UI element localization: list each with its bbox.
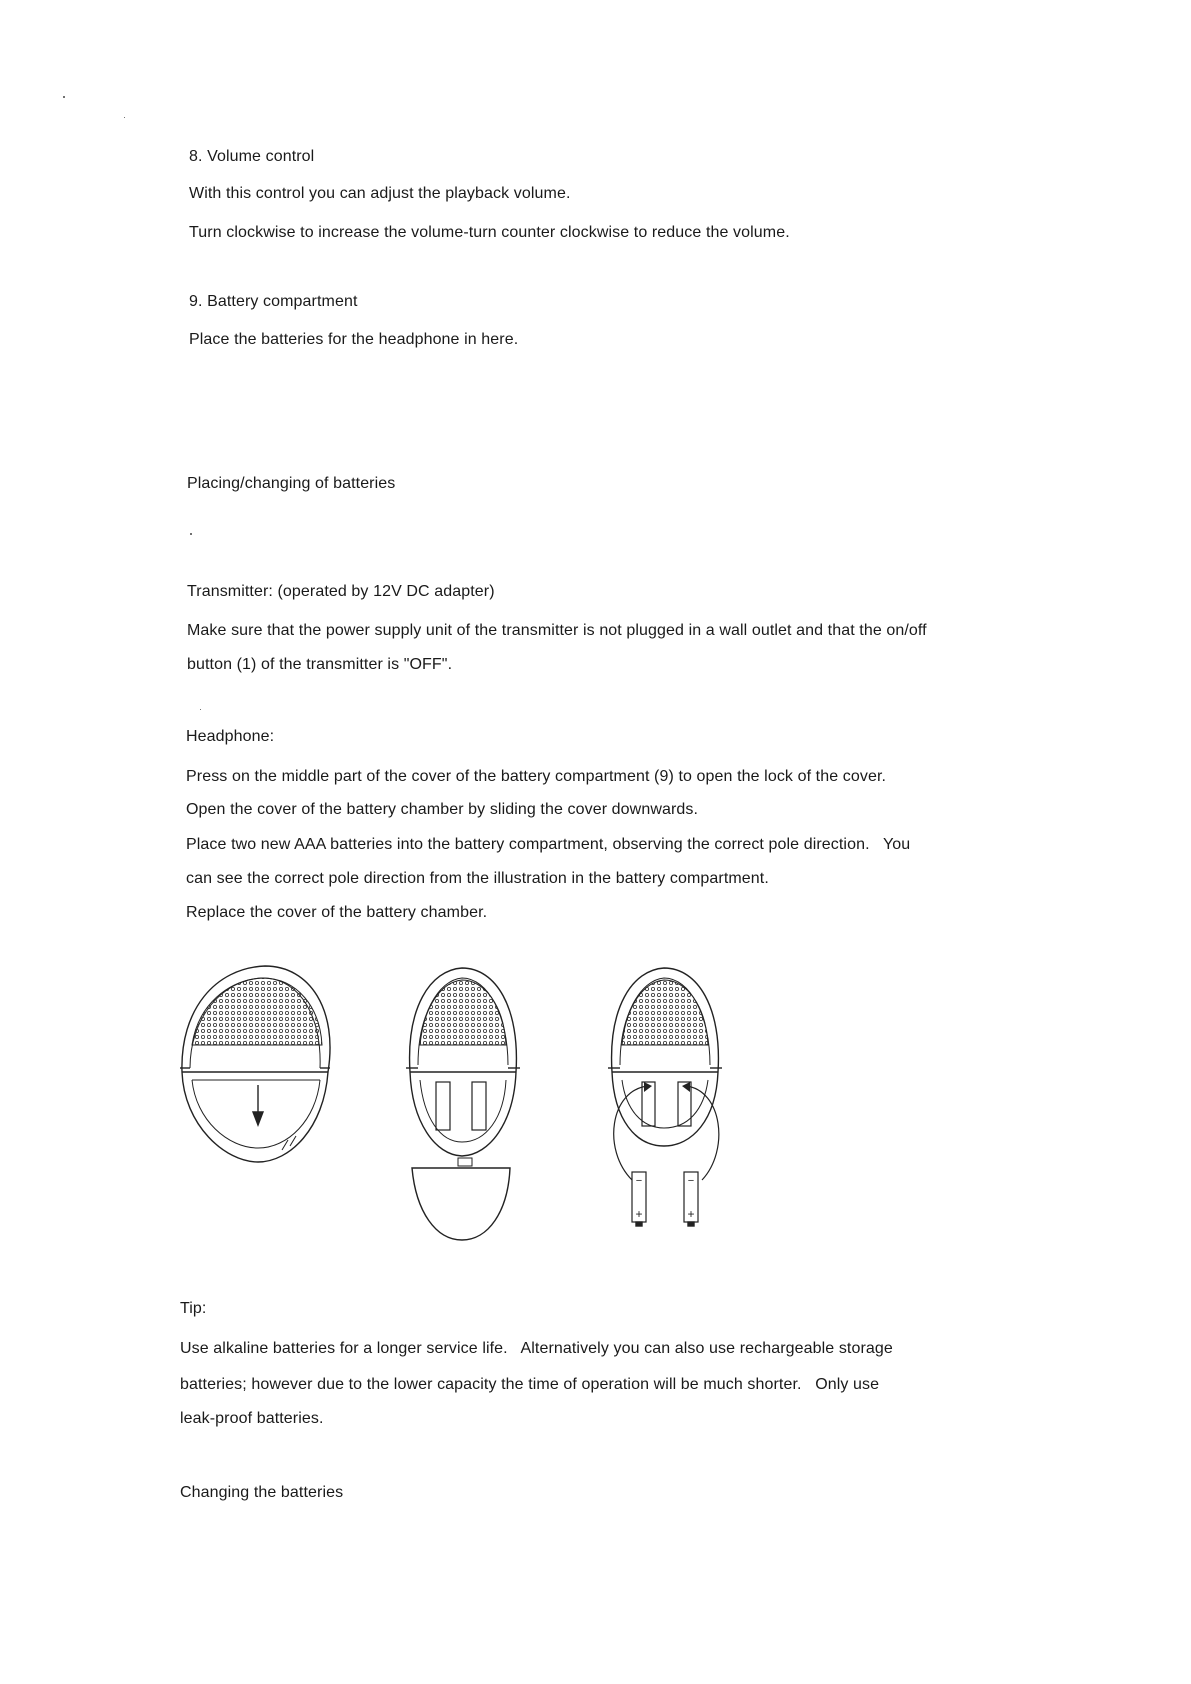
scan-speck — [124, 117, 125, 118]
changing-heading: Changing the batteries — [180, 1484, 344, 1501]
transmitter-heading: Transmitter: (operated by 12V DC adapter) — [187, 583, 495, 600]
headphone-battery-insert-figure — [608, 968, 722, 1226]
battery-minus-label-right: − — [687, 1175, 695, 1187]
scan-speck — [63, 96, 65, 98]
transmitter-text-2: button (1) of the transmitter is "OFF". — [187, 656, 453, 673]
battery-installation-illustration — [170, 950, 810, 1270]
section-8-text-1: With this control you can adjust the playback volume. — [189, 185, 571, 202]
placing-heading: Placing/changing of batteries — [187, 475, 396, 492]
scan-speck — [200, 709, 201, 710]
headphone-text-5: Replace the cover of the battery chamber. — [186, 904, 488, 921]
headphone-text-2: Open the cover of the battery chamber by sliding the cover downwards. — [186, 801, 699, 818]
tip-text-1: Use alkaline batteries for a longer service life. Alternatively you can also use rechargeable storage — [180, 1340, 893, 1357]
headphone-text-3: Place two new AAA batteries into the battery compartment, observing the correct pole direction. You — [186, 836, 911, 853]
battery-plus-label-left: + — [635, 1207, 643, 1221]
headphone-cover-removed-figure — [406, 968, 520, 1240]
scan-speck — [190, 533, 192, 535]
section-9-text-1: Place the batteries for the headphone in here. — [189, 331, 519, 348]
headphone-heading: Headphone: — [186, 728, 275, 745]
headphone-text-1: Press on the middle part of the cover of the battery compartment (9) to open the lock of the cover. — [186, 768, 887, 785]
headphone-text-4: can see the correct pole direction from the illustration in the battery compartment. — [186, 870, 769, 887]
section-8-heading: 8. Volume control — [189, 148, 315, 165]
battery-plus-label-right: + — [687, 1207, 695, 1221]
tip-text-3: leak-proof batteries. — [180, 1410, 324, 1427]
battery-minus-label-left: − — [635, 1175, 643, 1187]
section-8-text-2: Turn clockwise to increase the volume-turn counter clockwise to reduce the volume. — [189, 224, 790, 241]
section-9-heading: 9. Battery compartment — [189, 293, 358, 310]
transmitter-text-1: Make sure that the power supply unit of the transmitter is not plugged in a wall outlet and that the on/off — [187, 622, 927, 639]
tip-heading: Tip: — [180, 1300, 207, 1317]
headphone-cover-closed-figure — [180, 966, 330, 1162]
tip-text-2: batteries; however due to the lower capacity the time of operation will be much shorter. Only use — [180, 1376, 880, 1393]
